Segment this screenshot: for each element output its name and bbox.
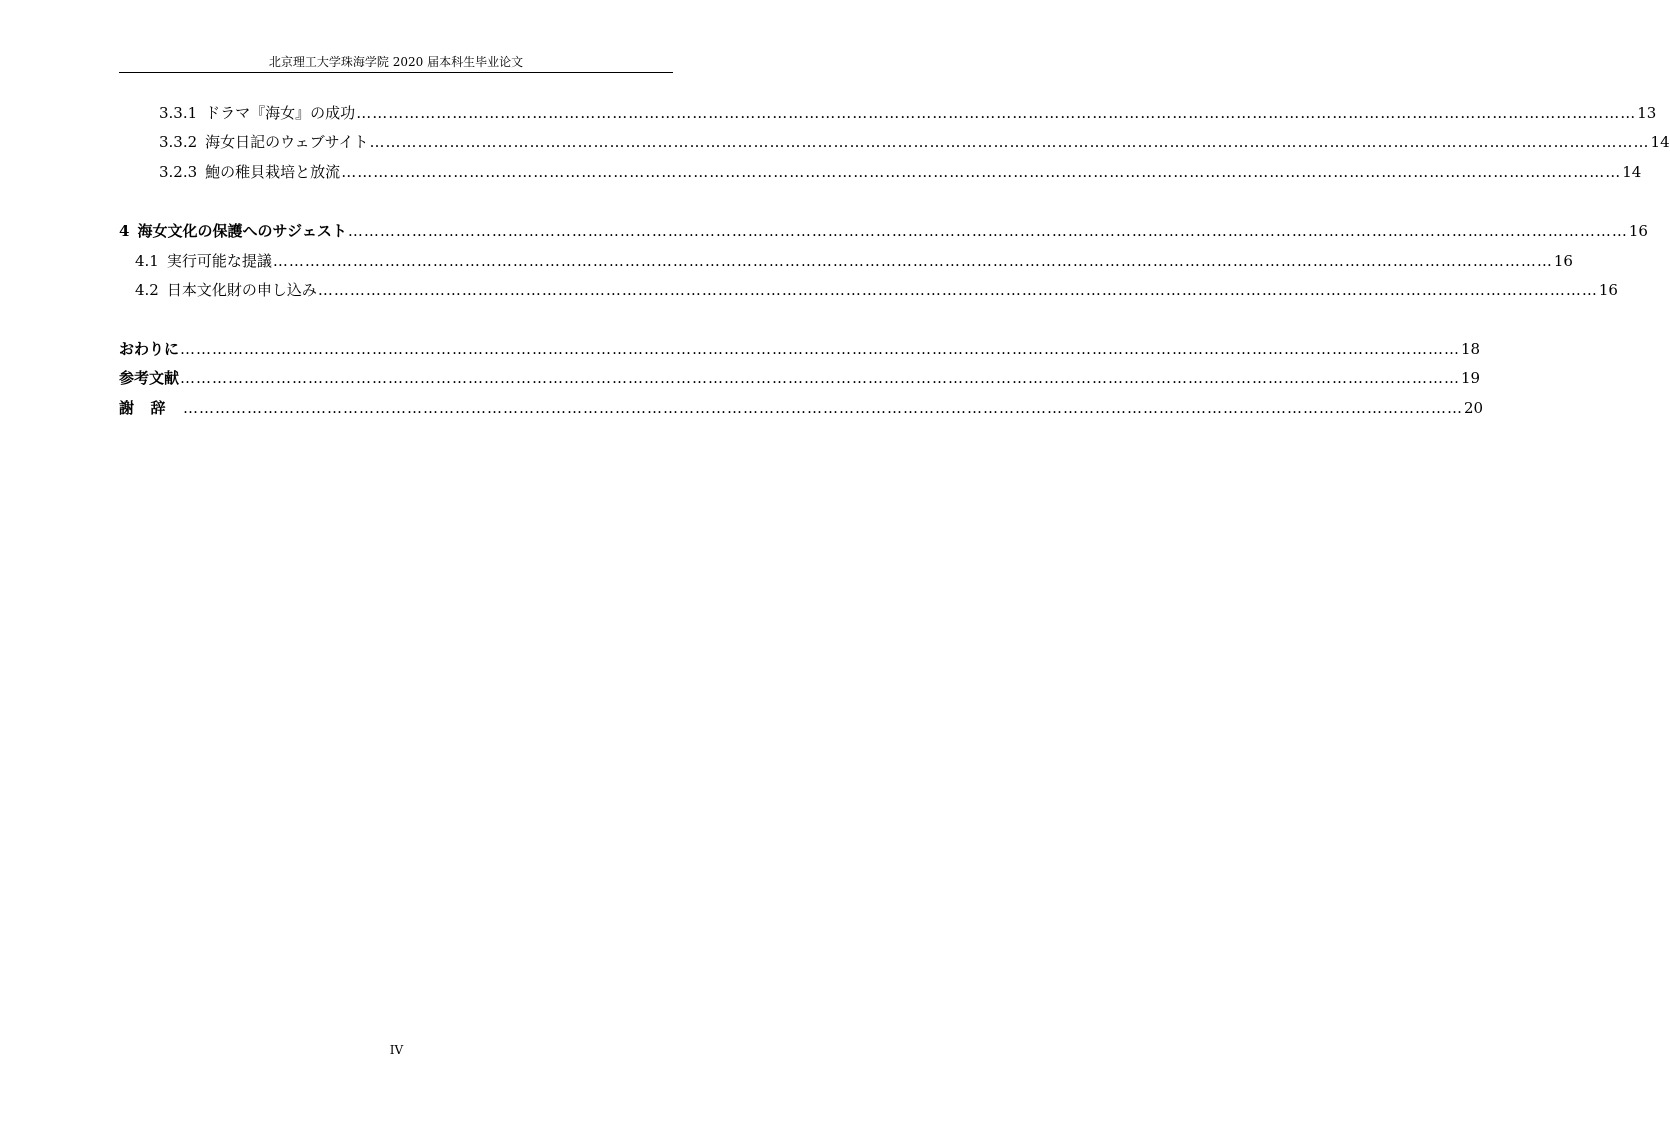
- toc-title: ドラマ『海女』の成功: [205, 104, 356, 122]
- toc-entry-3-2-3[interactable]: [159, 162, 1642, 182]
- toc-leader: ……………………………………………………………………………………………………………………………………………………………………………………………………………………: [341, 163, 1622, 181]
- page-header: 北京理工大学珠海学院 2020 届本科生毕业论文: [268, 55, 524, 69]
- toc-title: 謝辞: [119, 399, 183, 417]
- toc-number: 4.2: [135, 281, 159, 299]
- toc-entry-4-2[interactable]: [135, 280, 1618, 300]
- toc-entry-references[interactable]: [119, 368, 1481, 388]
- toc-number: 4.1: [135, 252, 159, 270]
- toc-page-number: 16: [1553, 252, 1573, 270]
- toc-entry-conclusion[interactable]: [119, 339, 1481, 359]
- toc-leader: ……………………………………………………………………………………………………………………………………………………………………………………………………………………: [180, 369, 1461, 387]
- toc-title: おわりに: [119, 340, 180, 358]
- toc-number: 3.3.1: [159, 104, 198, 122]
- toc-leader: ……………………………………………………………………………………………………………………………………………………………………………………………………………………: [347, 222, 1628, 240]
- toc-page-number: 16: [1628, 222, 1648, 240]
- toc-entry-4[interactable]: [119, 221, 1648, 241]
- toc-leader: ……………………………………………………………………………………………………………………………………………………………………………………………………………………: [369, 133, 1650, 151]
- toc-leader: ……………………………………………………………………………………………………………………………………………………………………………………………………………………: [180, 340, 1461, 358]
- toc-page-number: 14: [1650, 133, 1670, 151]
- toc-leader: ……………………………………………………………………………………………………………………………………………………………………………………………………………………: [272, 252, 1553, 270]
- toc-page-number: 13: [1637, 104, 1657, 122]
- toc-leader: ……………………………………………………………………………………………………………………………………………………………………………………………………………………: [183, 399, 1464, 417]
- toc-title: 日本文化財の申し込み: [166, 281, 317, 299]
- page-number-footer: IV: [389, 1043, 404, 1057]
- toc-entry-3-3-2[interactable]: [159, 132, 1670, 152]
- toc-title: 海女文化の保護へのサジェスト: [137, 222, 347, 240]
- toc-leader: ……………………………………………………………………………………………………………………………………………………………………………………………………………………: [317, 281, 1598, 299]
- toc-page-number: 14: [1622, 163, 1642, 181]
- toc-title: 実行可能な提議: [166, 252, 272, 270]
- toc-number: 4: [119, 222, 130, 240]
- toc-title: 海女日記のウェブサイト: [205, 133, 369, 151]
- toc-entry-3-3-1[interactable]: [159, 103, 1657, 123]
- toc-number: 3.3.2: [159, 133, 198, 151]
- toc-page-number: 18: [1461, 340, 1481, 358]
- toc-page-number: 20: [1464, 399, 1484, 417]
- toc-page-number: 19: [1461, 369, 1481, 387]
- toc-number: 3.2.3: [159, 163, 198, 181]
- toc-entry-4-1[interactable]: [135, 251, 1573, 271]
- toc-leader: ……………………………………………………………………………………………………………………………………………………………………………………………………………………: [356, 104, 1637, 122]
- toc-title: 参考文献: [119, 369, 180, 387]
- toc-title: 鮑の稚貝栽培と放流: [205, 163, 341, 181]
- toc-page-number: 16: [1598, 281, 1618, 299]
- toc-entry-acknowledgements[interactable]: [119, 398, 1484, 418]
- header-rule: [119, 72, 673, 73]
